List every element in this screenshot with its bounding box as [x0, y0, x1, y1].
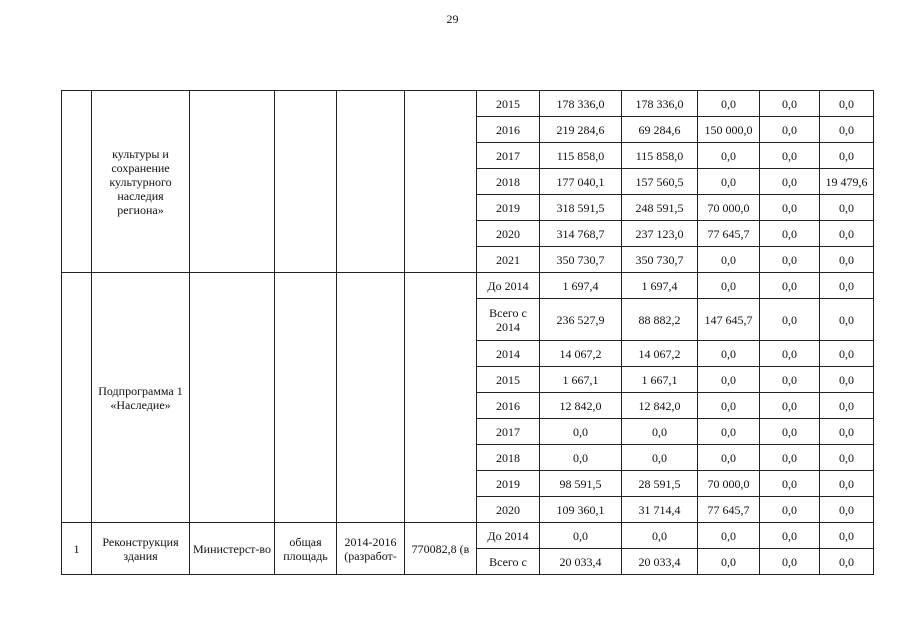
federal-budget-cell: 70 000,0	[698, 195, 760, 221]
total-cell: 98 591,5	[540, 471, 622, 497]
period-cell	[337, 91, 405, 273]
local-budget-cell: 0,0	[760, 497, 820, 523]
row-number-cell: 1	[62, 523, 92, 575]
total-cell: 115 858,0	[540, 143, 622, 169]
local-budget-cell: 0,0	[760, 549, 820, 575]
other-sources-cell: 0,0	[820, 341, 874, 367]
other-sources-cell: 0,0	[820, 523, 874, 549]
total-cell: 1 667,1	[540, 367, 622, 393]
total-cell: 12 842,0	[540, 393, 622, 419]
row-number-cell	[62, 91, 92, 273]
regional-budget-cell: 0,0	[622, 445, 698, 471]
other-sources-cell: 0,0	[820, 419, 874, 445]
total-cell: 318 591,5	[540, 195, 622, 221]
regional-budget-cell: 248 591,5	[622, 195, 698, 221]
other-sources-cell: 0,0	[820, 445, 874, 471]
regional-budget-cell: 0,0	[622, 419, 698, 445]
regional-budget-cell: 12 842,0	[622, 393, 698, 419]
table-row	[62, 91, 874, 117]
year-cell: 2016	[477, 117, 540, 143]
local-budget-cell: 0,0	[760, 169, 820, 195]
total-cell: 109 360,1	[540, 497, 622, 523]
total-cell: 236 527,9	[540, 299, 622, 341]
federal-budget-cell: 0,0	[698, 367, 760, 393]
local-budget-cell: 0,0	[760, 523, 820, 549]
regional-budget-cell: 1 697,4	[622, 273, 698, 299]
other-sources-cell: 0,0	[820, 367, 874, 393]
local-budget-cell: 0,0	[760, 247, 820, 273]
year-cell: 2017	[477, 419, 540, 445]
year-cell: 2014	[477, 341, 540, 367]
regional-budget-cell: 1 667,1	[622, 367, 698, 393]
item-name-cell: Подпрограмма 1 «Наследие»	[92, 273, 190, 523]
federal-budget-cell: 147 645,7	[698, 299, 760, 341]
local-budget-cell: 0,0	[760, 117, 820, 143]
federal-budget-cell: 0,0	[698, 549, 760, 575]
federal-budget-cell: 0,0	[698, 169, 760, 195]
federal-budget-cell: 0,0	[698, 341, 760, 367]
other-sources-cell: 19 479,6	[820, 169, 874, 195]
federal-budget-cell: 77 645,7	[698, 221, 760, 247]
federal-budget-cell: 0,0	[698, 445, 760, 471]
year-cell: 2015	[477, 367, 540, 393]
year-cell: 2019	[477, 471, 540, 497]
other-sources-cell: 0,0	[820, 299, 874, 341]
total-cell: 177 040,1	[540, 169, 622, 195]
year-cell: 2018	[477, 169, 540, 195]
regional-budget-cell: 88 882,2	[622, 299, 698, 341]
indicator-cell	[275, 91, 337, 273]
local-budget-cell: 0,0	[760, 445, 820, 471]
federal-budget-cell: 0,0	[698, 393, 760, 419]
year-cell: До 2014	[477, 273, 540, 299]
executor-cell	[190, 273, 275, 523]
total-cell: 350 730,7	[540, 247, 622, 273]
regional-budget-cell: 178 336,0	[622, 91, 698, 117]
total-cell: 314 768,7	[540, 221, 622, 247]
regional-budget-cell: 31 714,4	[622, 497, 698, 523]
executor-cell	[190, 91, 275, 273]
regional-budget-cell: 0,0	[622, 523, 698, 549]
year-cell: 2020	[477, 497, 540, 523]
other-sources-cell: 0,0	[820, 471, 874, 497]
budget-table	[61, 90, 874, 575]
year-cell: 2020	[477, 221, 540, 247]
federal-budget-cell: 150 000,0	[698, 117, 760, 143]
local-budget-cell: 0,0	[760, 341, 820, 367]
total-cell: 0,0	[540, 445, 622, 471]
federal-budget-cell: 0,0	[698, 91, 760, 117]
year-cell: 2017	[477, 143, 540, 169]
year-cell: Всего с 2014	[477, 299, 540, 341]
local-budget-cell: 0,0	[760, 221, 820, 247]
page-number: 29	[446, 12, 459, 26]
year-cell: 2018	[477, 445, 540, 471]
other-sources-cell: 0,0	[820, 117, 874, 143]
total-cell: 0,0	[540, 523, 622, 549]
table-row	[62, 273, 874, 299]
regional-budget-cell: 28 591,5	[622, 471, 698, 497]
other-sources-cell: 0,0	[820, 143, 874, 169]
year-cell: 2015	[477, 91, 540, 117]
federal-budget-cell: 0,0	[698, 523, 760, 549]
indicator-cell: общая площадь	[275, 523, 337, 575]
indicator-value-cell	[405, 91, 477, 273]
row-number-cell	[62, 273, 92, 523]
federal-budget-cell: 70 000,0	[698, 471, 760, 497]
local-budget-cell: 0,0	[760, 419, 820, 445]
federal-budget-cell: 77 645,7	[698, 497, 760, 523]
federal-budget-cell: 0,0	[698, 419, 760, 445]
indicator-value-cell: 770082,8 (в	[405, 523, 477, 575]
regional-budget-cell: 20 033,4	[622, 549, 698, 575]
federal-budget-cell: 0,0	[698, 143, 760, 169]
period-cell	[337, 273, 405, 523]
total-cell: 14 067,2	[540, 341, 622, 367]
total-cell: 0,0	[540, 419, 622, 445]
regional-budget-cell: 115 858,0	[622, 143, 698, 169]
local-budget-cell: 0,0	[760, 299, 820, 341]
regional-budget-cell: 69 284,6	[622, 117, 698, 143]
regional-budget-cell: 157 560,5	[622, 169, 698, 195]
other-sources-cell: 0,0	[820, 247, 874, 273]
item-name-cell: культуры и сохранение культурного наследия региона»	[92, 91, 190, 273]
year-cell: 2021	[477, 247, 540, 273]
regional-budget-cell: 14 067,2	[622, 341, 698, 367]
local-budget-cell: 0,0	[760, 393, 820, 419]
year-cell: 2019	[477, 195, 540, 221]
other-sources-cell: 0,0	[820, 549, 874, 575]
regional-budget-cell: 237 123,0	[622, 221, 698, 247]
total-cell: 1 697,4	[540, 273, 622, 299]
total-cell: 178 336,0	[540, 91, 622, 117]
period-cell: 2014-2016 (разработ-	[337, 523, 405, 575]
other-sources-cell: 0,0	[820, 273, 874, 299]
local-budget-cell: 0,0	[760, 471, 820, 497]
regional-budget-cell: 350 730,7	[622, 247, 698, 273]
budget-table-body	[62, 91, 874, 575]
indicator-cell	[275, 273, 337, 523]
local-budget-cell: 0,0	[760, 91, 820, 117]
other-sources-cell: 0,0	[820, 497, 874, 523]
other-sources-cell: 0,0	[820, 393, 874, 419]
indicator-value-cell	[405, 273, 477, 523]
table-row	[62, 523, 874, 549]
year-cell: До 2014	[477, 523, 540, 549]
other-sources-cell: 0,0	[820, 91, 874, 117]
item-name-cell: Реконструкция здания	[92, 523, 190, 575]
other-sources-cell: 0,0	[820, 221, 874, 247]
local-budget-cell: 0,0	[760, 195, 820, 221]
total-cell: 219 284,6	[540, 117, 622, 143]
total-cell: 20 033,4	[540, 549, 622, 575]
federal-budget-cell: 0,0	[698, 247, 760, 273]
other-sources-cell: 0,0	[820, 195, 874, 221]
executor-cell: Министерст-во	[190, 523, 275, 575]
year-cell: Всего с	[477, 549, 540, 575]
local-budget-cell: 0,0	[760, 367, 820, 393]
year-cell: 2016	[477, 393, 540, 419]
local-budget-cell: 0,0	[760, 143, 820, 169]
federal-budget-cell: 0,0	[698, 273, 760, 299]
local-budget-cell: 0,0	[760, 273, 820, 299]
